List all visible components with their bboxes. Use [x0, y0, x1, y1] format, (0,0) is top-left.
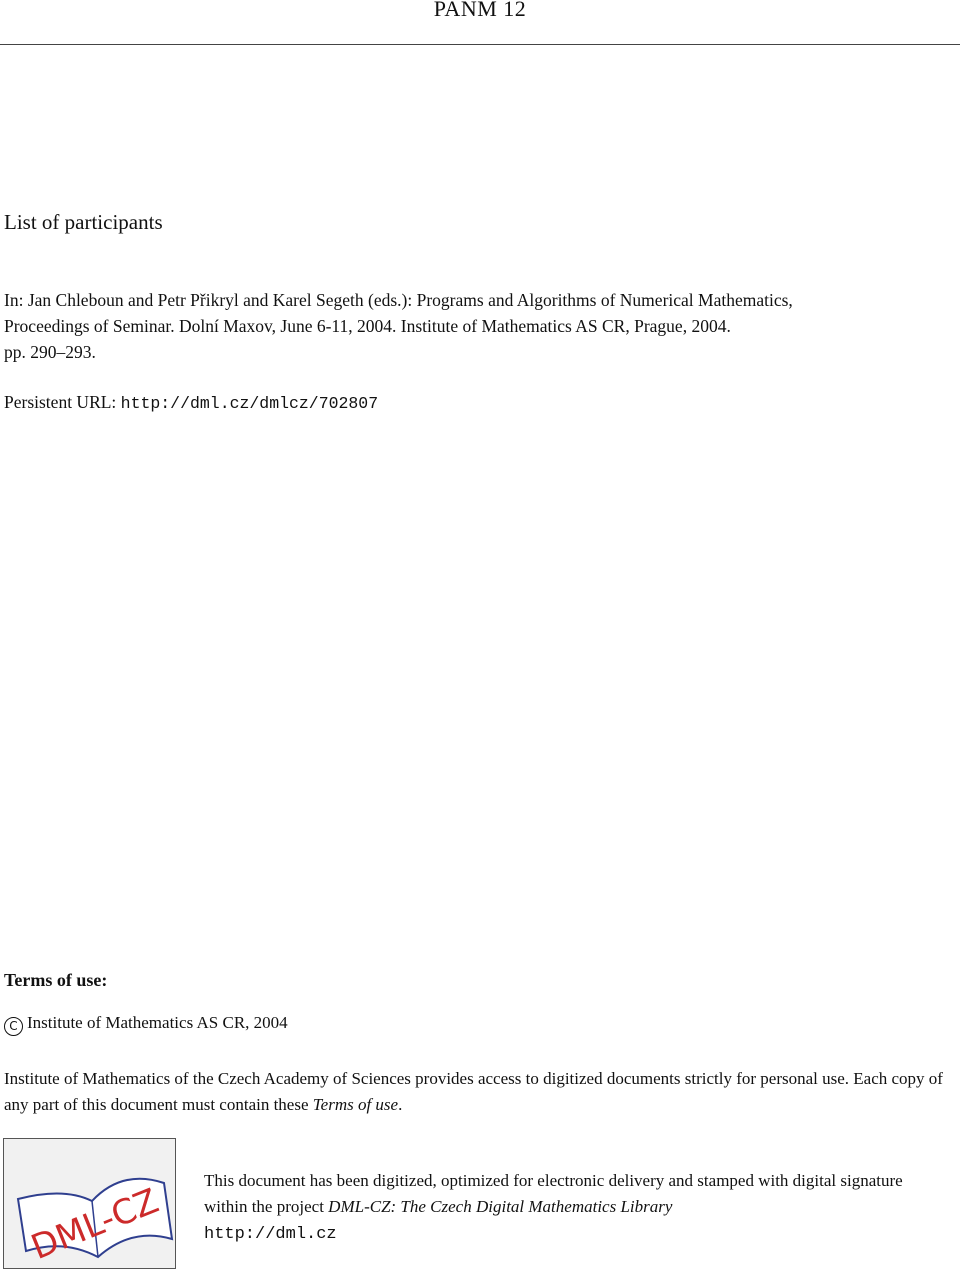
copyright-icon: C	[4, 1017, 23, 1036]
citation-line-3: pp. 290–293.	[4, 342, 96, 362]
dml-cz-logo	[3, 1138, 176, 1269]
access-terms-paragraph	[4, 1066, 944, 1118]
persistent-url-line	[4, 392, 378, 413]
digitized-text: This document has been digitized, optimized for electronic delivery and stamped with digital signature within the project	[204, 1171, 903, 1216]
persistent-url-link[interactable]: http://dml.cz/dmlcz/702807	[120, 394, 379, 413]
terms-of-use-emphasis: Terms of use	[312, 1095, 399, 1114]
access-text-end: .	[398, 1095, 403, 1114]
citation-line-1: In: Jan Chleboun and Petr Přikryl and Karel Segeth (eds.): Programs and Algorithms of Numerical Mathematics,	[4, 290, 793, 310]
open-book-icon	[4, 1139, 175, 1268]
digitization-notice	[204, 1168, 944, 1248]
project-name: DML-CZ: The Czech Digital Mathematics Library	[328, 1197, 673, 1216]
copyright-text: Institute of Mathematics AS CR, 2004	[27, 1013, 288, 1032]
citation-line-2: Proceedings of Seminar. Dolní Maxov, June 6-11, 2004. Institute of Mathematics AS CR, Prague, 2004.	[4, 316, 731, 336]
access-text: Institute of Mathematics of the Czech Academy of Sciences provides access to digitized documents strictly for personal use. Each copy of any part of this document must contain these	[4, 1069, 943, 1114]
citation	[4, 287, 954, 365]
running-header: PANM 12	[433, 0, 527, 21]
document-title: List of participants	[4, 210, 163, 234]
logo-wordmark: DML-CZ	[25, 1181, 165, 1268]
persistent-url-label: Persistent URL:	[4, 392, 117, 412]
header-rule	[0, 44, 960, 45]
dml-cz-url-link[interactable]: http://dml.cz	[204, 1225, 337, 1244]
terms-heading: Terms of use:	[4, 970, 108, 990]
copyright-line	[4, 1013, 288, 1036]
